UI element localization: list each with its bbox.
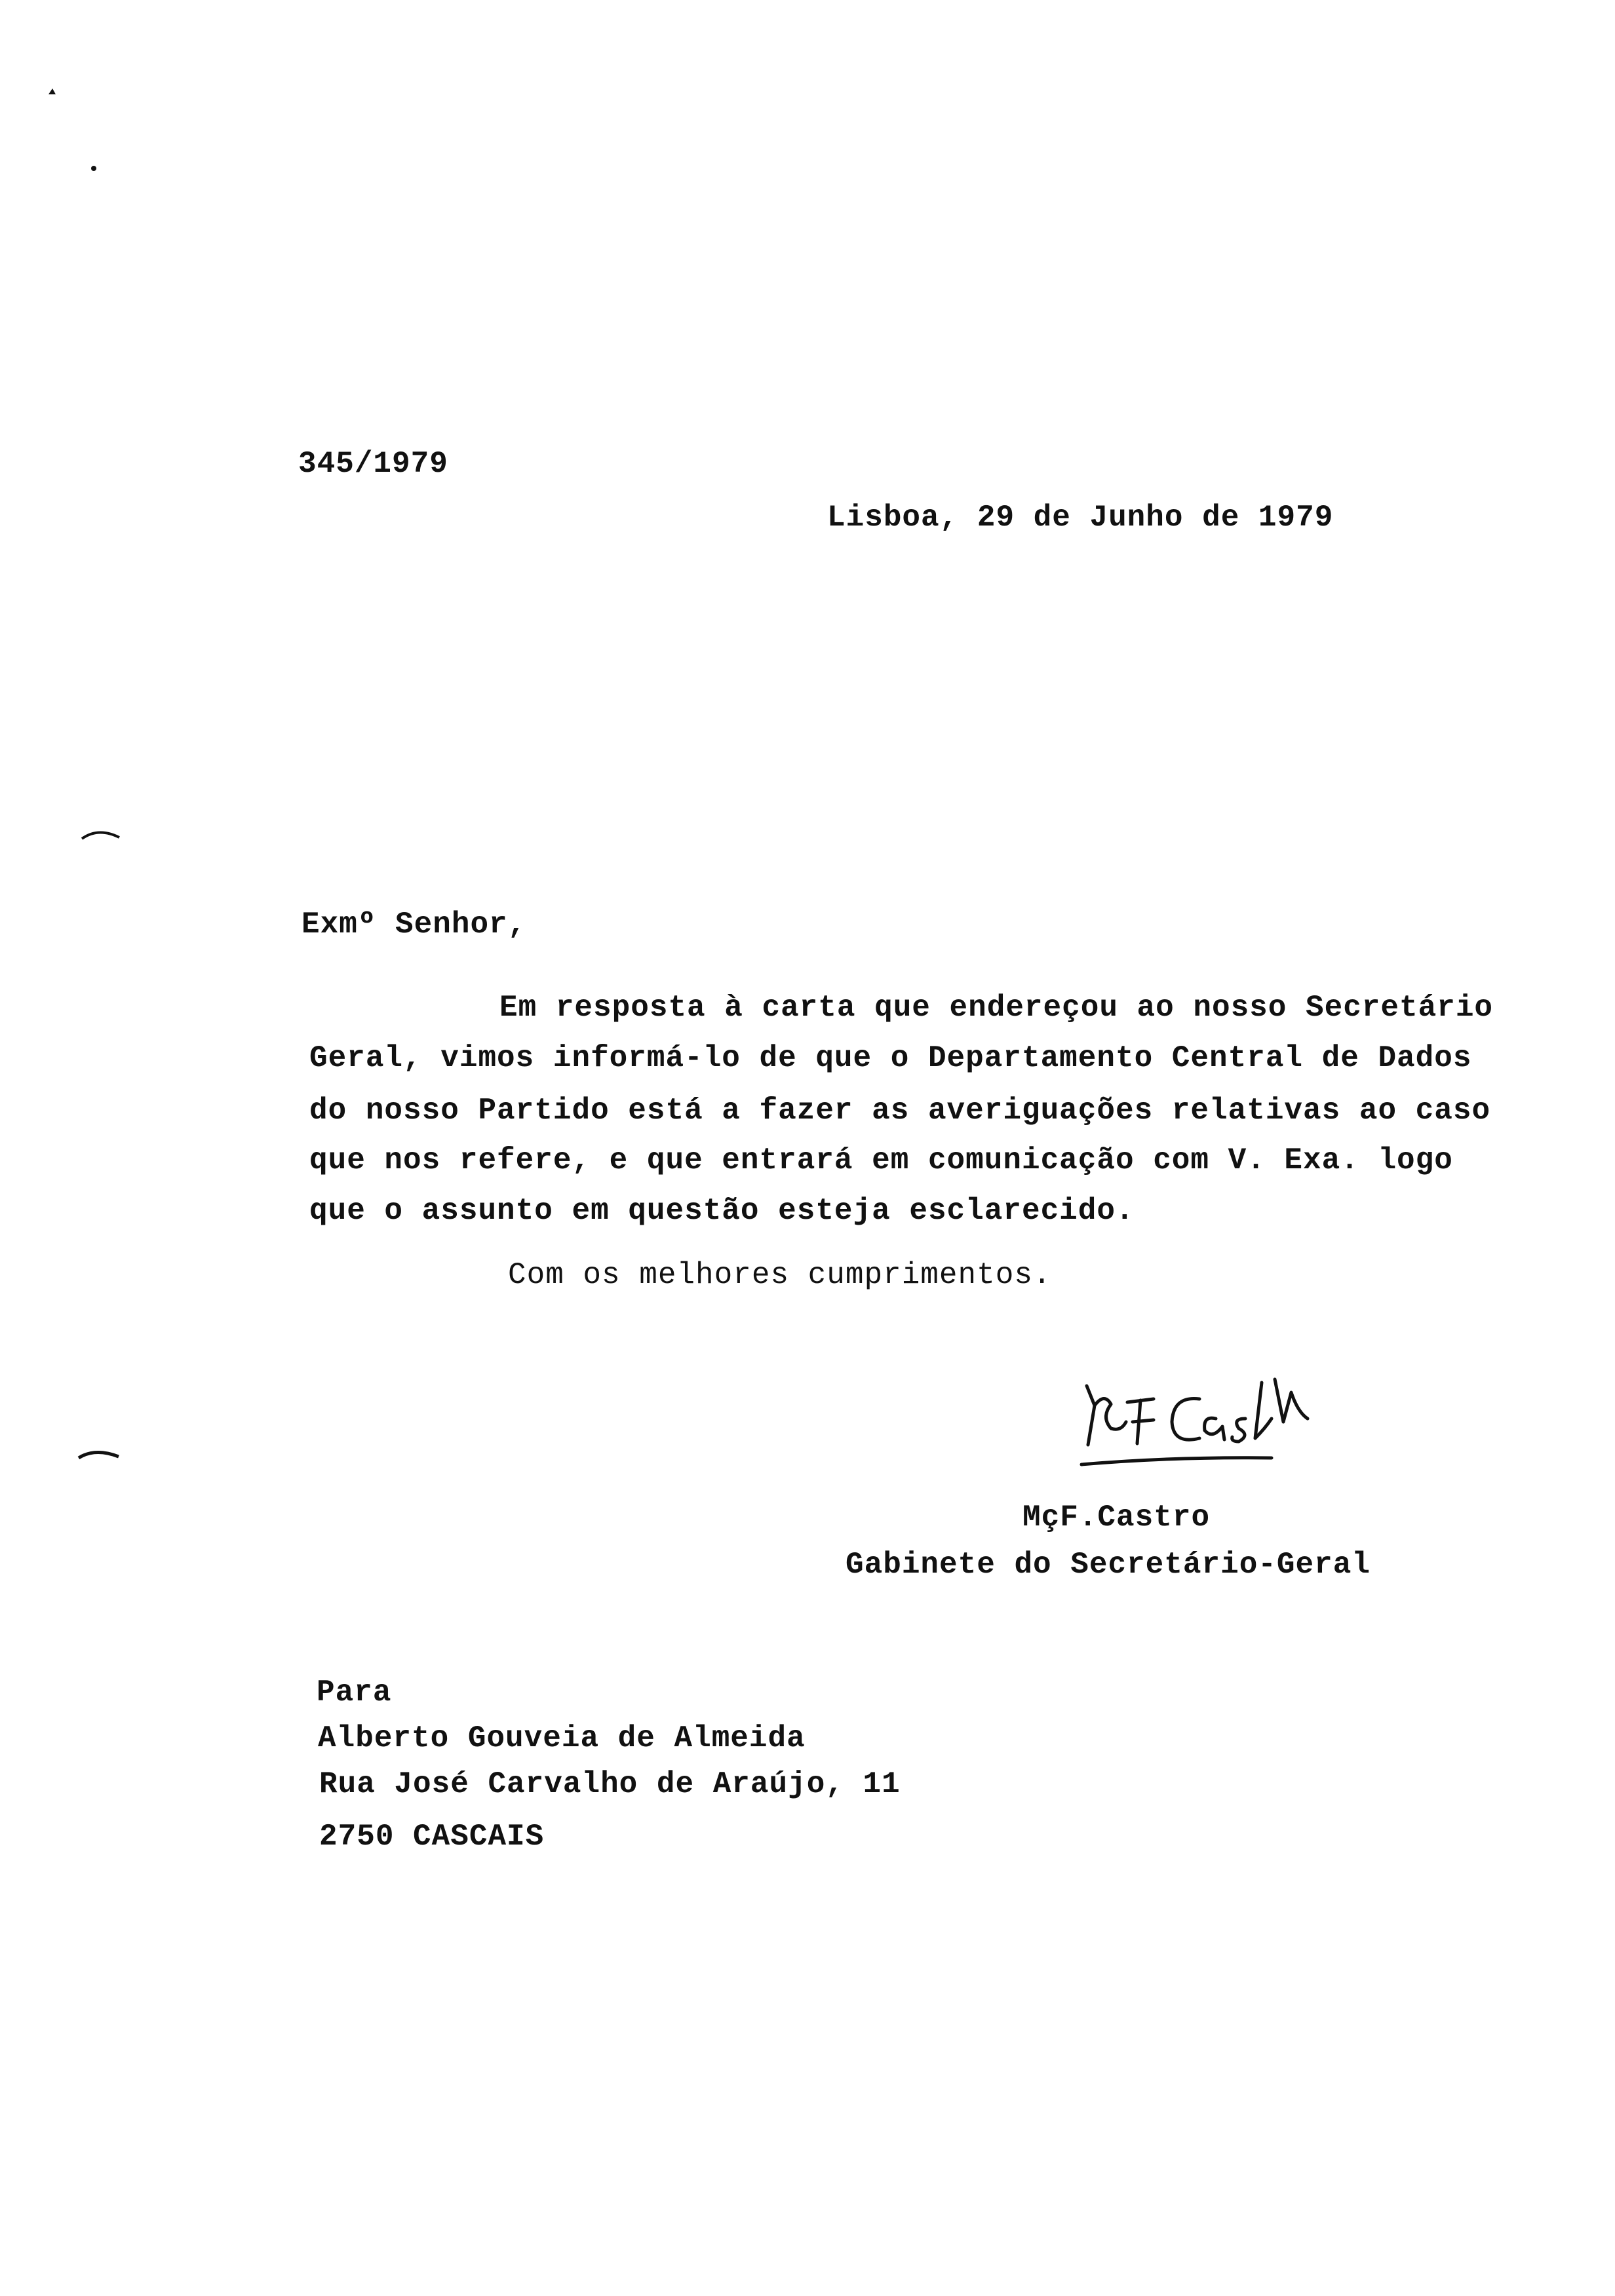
punch-hole-mark	[79, 826, 125, 845]
place-date: Lisboa, 29 de Junho de 1979	[827, 501, 1334, 535]
reference-number: 345/1979	[298, 447, 448, 481]
punch-hole-mark	[75, 1445, 125, 1464]
signatory-name: MçF.Castro	[1022, 1501, 1211, 1535]
body-line: Geral, vimos informá-lo de que o Departamento Central de Dados	[309, 1041, 1472, 1075]
recipient-city: 2750 CASCAIS	[319, 1820, 545, 1854]
closing: Com os melhores cumprimentos.	[508, 1258, 1052, 1292]
signatory-office: Gabinete do Secretário-Geral	[846, 1548, 1371, 1582]
recipient-name: Alberto Gouveia de Almeida	[318, 1721, 806, 1755]
body-line: do nosso Partido está a fazer as averiguações relativas ao caso	[309, 1094, 1491, 1128]
recipient-street: Rua José Carvalho de Araújo, 11	[319, 1767, 901, 1801]
handwritten-signature	[1075, 1366, 1350, 1478]
body-line: que nos refere, e que entrará em comunicação com V. Exa. logo	[309, 1143, 1453, 1177]
salutation: Exmº Senhor,	[302, 908, 527, 942]
body-line: que o assunto em questão esteja esclarecido.	[309, 1194, 1135, 1228]
recipient-label: Para	[317, 1675, 392, 1710]
body-line: Em resposta à carta que endereçou ao nosso Secretário	[499, 991, 1494, 1025]
scan-speck-mark	[89, 164, 98, 173]
scan-speck-mark	[46, 85, 59, 98]
